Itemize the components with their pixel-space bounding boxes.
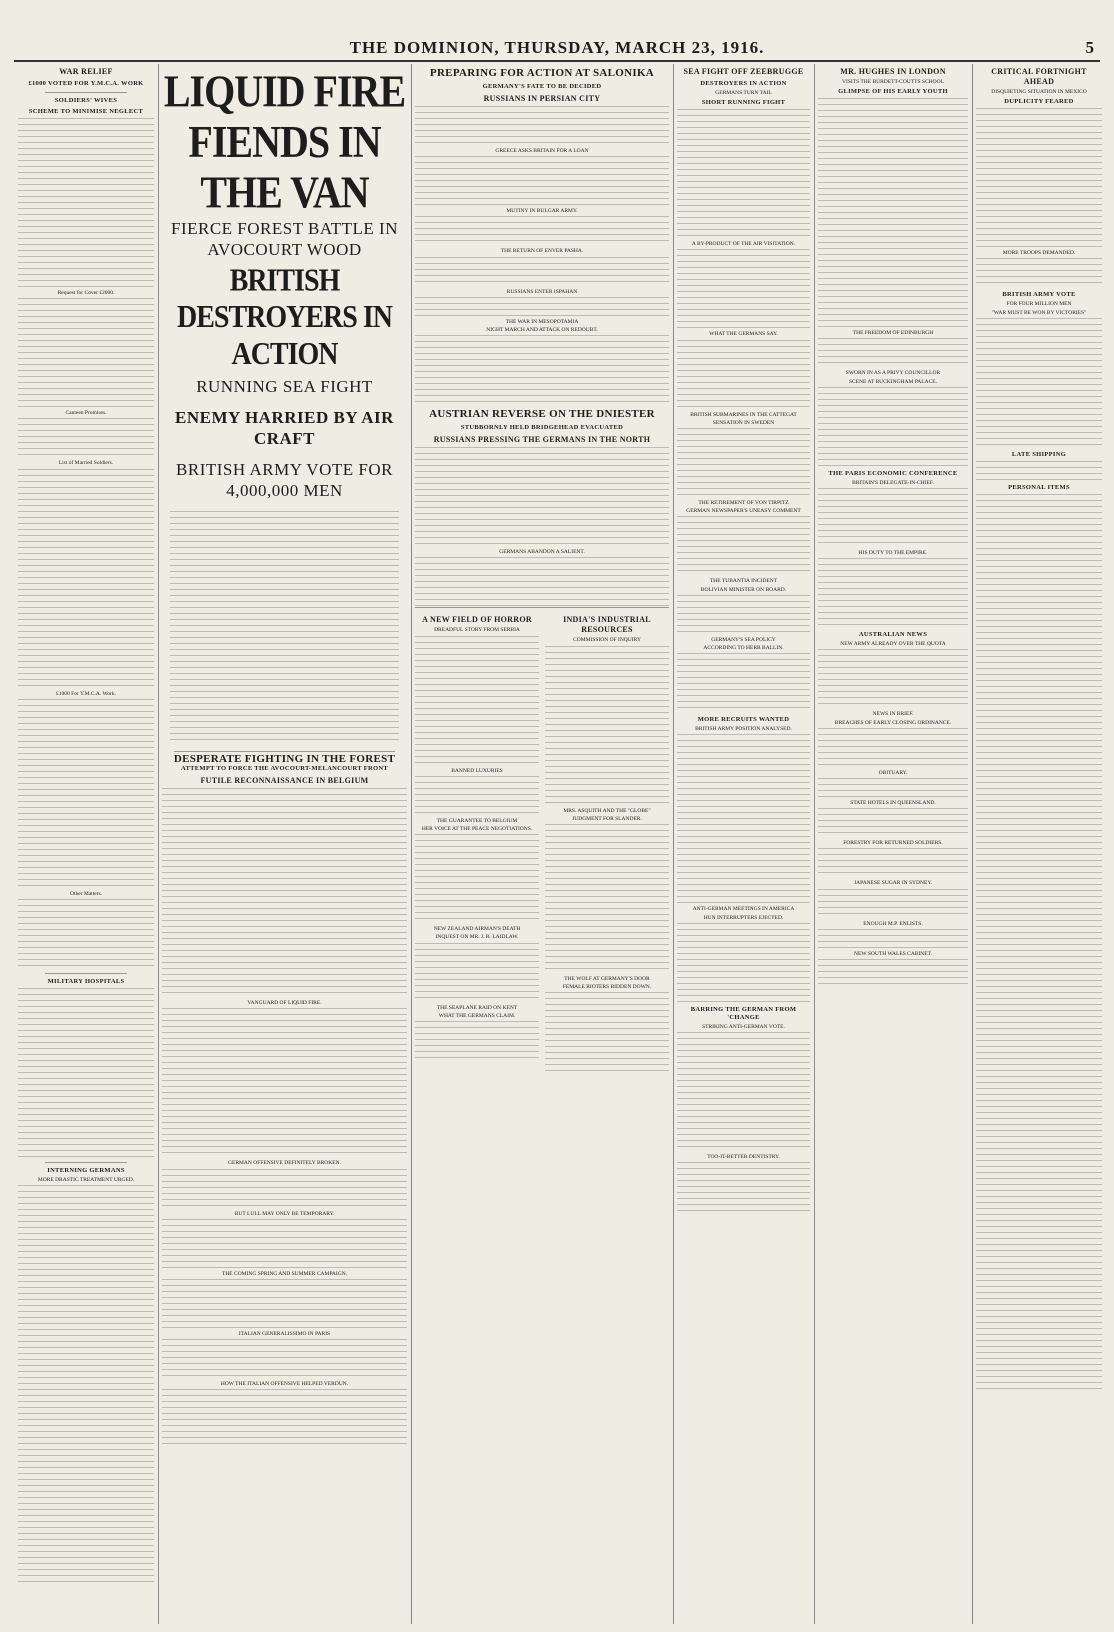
article-text <box>415 776 539 816</box>
article-text <box>818 558 968 628</box>
subheadline: DESTROYERS IN ACTION <box>700 80 787 87</box>
headline: A NEW FIELD OF HORROR <box>422 615 532 625</box>
subheadline: GERMANY'S FATE TO BE DECIDED <box>482 83 602 90</box>
subheadline: SCENE AT BUCKINGHAM PALACE. <box>848 378 937 385</box>
article-text <box>162 1169 407 1209</box>
article-text <box>818 778 968 798</box>
article-text <box>415 297 669 317</box>
column-rule <box>673 64 674 1624</box>
subheadline: STRIKING ANTI-GERMAN VOTE. <box>702 1023 785 1030</box>
subheadline: ACCORDING TO HERR BALLIN. <box>703 645 784 652</box>
subheadline: BRITAIN'S DELEGATE-IN-CHIEF. <box>852 479 934 486</box>
page-number: 5 <box>1085 38 1094 57</box>
section-heading: NEW SOUTH WALES CABINET. <box>854 950 932 957</box>
subheadline: BOLIVIAN MINISTER ON BOARD. <box>700 586 787 593</box>
subheadline: DREADFUL STORY FROM SERBIA <box>434 627 520 634</box>
headline: WAR RELIEF <box>59 67 113 76</box>
section-heading: ITALIAN GENERALISSIMO IN PARIS <box>238 1331 331 1338</box>
article-text <box>162 1008 407 1158</box>
subheadline: INQUEST ON MR. J. R. LAIDLAW. <box>435 934 519 941</box>
column-sea-fight <box>677 64 810 1624</box>
article-text <box>677 595 810 635</box>
article-text <box>18 418 154 458</box>
lead-headline: LIQUID FIRE FIENDS IN THE VAN <box>163 64 406 218</box>
subheadline: HUN INTERRUPTERS EJECTED. <box>703 914 784 921</box>
article-text <box>818 848 968 878</box>
subheadline: GERMANS TURN TAIL <box>715 90 772 96</box>
subheadline: SOLDIERS' WIVES <box>54 97 118 104</box>
column-hughes <box>818 64 968 1624</box>
subheadline: DUPLICITY FEARED <box>1004 98 1074 106</box>
subheadline: WHAT THE GERMANS CLAIM. <box>438 1012 516 1019</box>
subheadline: STUBBORNLY HELD BRIDGEHEAD EVACUATED <box>460 424 624 432</box>
article-text <box>170 511 399 741</box>
headline: DESPERATE FIGHTING IN THE FOREST <box>173 753 396 765</box>
article-text <box>818 808 968 838</box>
headline: BARRING THE GERMAN FROM 'CHANGE <box>690 1005 797 1021</box>
article-text <box>818 488 968 548</box>
article-text <box>162 1279 407 1329</box>
headline: MORE RECRUITS WANTED <box>697 716 790 724</box>
article-text <box>18 118 154 288</box>
article-text <box>976 494 1102 1394</box>
subheadline: RUSSIANS PRESSING THE GERMANS IN THE NORTH <box>433 435 651 445</box>
article-text <box>677 734 810 904</box>
headline: AUSTRALIAN NEWS <box>858 631 928 639</box>
subheadline: RUSSIANS IN PERSIAN CITY <box>483 94 601 103</box>
section-heading: THE GUARANTEE TO BELGIUM <box>436 817 518 824</box>
article-text <box>677 923 810 1003</box>
headline: ENEMY HARRIED BY AIR CRAFT <box>175 408 394 448</box>
headline: RUNNING SEA FIGHT <box>196 377 373 396</box>
subheadline: FUTILE RECONNAISSANCE IN BELGIUM <box>200 776 369 786</box>
section-heading: RUSSIANS ENTER ISPAHAN <box>506 288 578 295</box>
section-heading: THE FREEDOM OF EDINBURGH <box>852 330 934 337</box>
article-text <box>818 649 968 709</box>
headline: PERSONAL ITEMS <box>1008 483 1070 491</box>
subheadline: COMMISSION OF INQUIRY <box>573 637 641 644</box>
article-text <box>818 338 968 368</box>
column-critical-fortnight <box>976 64 1102 1624</box>
article-text <box>976 258 1102 288</box>
article-text <box>976 108 1102 248</box>
headline: BRITISH DESTROYERS IN ACTION <box>177 262 392 373</box>
headline: MILITARY HOSPITALS <box>47 978 125 986</box>
article-text <box>818 889 968 919</box>
column-war-relief <box>18 64 154 1624</box>
article-text <box>162 788 407 998</box>
section-heading: HOW THE ITALIAN OFFENSIVE HELPED VERDUN. <box>220 1381 349 1388</box>
subheadline: GERMAN NEWSPAPER'S UNEASY COMMENT <box>686 508 801 515</box>
article-text <box>162 1219 407 1269</box>
headline: BRITISH ARMY VOTE FOR 4,000,000 MEN <box>176 460 393 500</box>
section-heading: BUT LULL MAY ONLY BE TEMPORARY. <box>234 1210 335 1217</box>
section-heading: STATE HOTELS IN QUEENSLAND. <box>850 800 936 807</box>
subheadline: DISQUIETING SITUATION IN MEXICO <box>991 89 1087 95</box>
headline: FIERCE FOREST BATTLE IN AVOCOURT WOOD <box>170 219 398 259</box>
section-heading: FORESTRY FOR RETURNED SOLDIERS. <box>843 840 943 847</box>
article-text <box>677 428 810 498</box>
article-text <box>18 899 154 969</box>
article-text <box>162 1389 407 1449</box>
section-heading: THE COMING SPRING AND SUMMER CAMPAIGN. <box>221 1270 348 1277</box>
column-salonika <box>415 64 669 1624</box>
sub-column <box>415 612 539 1072</box>
article-text <box>677 653 810 713</box>
article-text <box>415 447 669 547</box>
section-heading: OBITUARY. <box>878 769 908 776</box>
section-heading: THE WAR IN MESOPOTAMIA <box>505 318 579 325</box>
article-text <box>415 1021 539 1061</box>
article-text <box>18 469 154 689</box>
section-heading: ANTI-GERMAN MEETINGS IN AMERICA <box>692 906 795 913</box>
subheadline: ATTEMPT TO FORCE THE AVOCOURT-MELANCOURT FRONT <box>181 765 388 773</box>
subheadline: VISITS THE BURDETT-COUTTS SCHOOL <box>842 79 944 85</box>
article-text <box>677 1162 810 1212</box>
column-rule <box>814 64 815 1624</box>
section-heading: MRS. ASQUITH AND THE "GLOBE" <box>563 807 651 814</box>
article-text <box>545 824 669 974</box>
section-heading: NEWS IN BRIEF. <box>872 711 914 718</box>
subheadline: NEW ARMY ALREADY OVER THE QUOTA <box>840 641 946 648</box>
headline: AUSTRIAN REVERSE ON THE DNIESTER <box>429 408 655 421</box>
article-text <box>818 387 968 467</box>
section-heading: GERMANS ABANDON A SALIENT. <box>499 549 585 556</box>
section-heading: NEW ZEALAND AIRMAN'S DEATH <box>433 926 521 933</box>
newspaper-dateline: THE DOMINION, THURSDAY, MARCH 23, 1916. <box>349 38 765 57</box>
subheadline: JUDGMENT FOR SLANDER. <box>572 815 642 822</box>
section-heading: HIS DUTY TO THE EMPIRE. <box>858 550 928 557</box>
section-heading: JAPANESE SUGAR IN SYDNEY. <box>854 880 932 887</box>
article-text <box>545 646 669 806</box>
article-text <box>818 929 968 949</box>
section-heading: Request for Cover £2000. <box>57 290 115 296</box>
section-heading: BANNED LUXURIES <box>451 767 503 774</box>
headline: SEA FIGHT OFF ZEEBRUGGE <box>683 67 804 76</box>
article-text <box>677 249 810 329</box>
section-heading: GERMAN OFFENSIVE DEFINITELY BROKEN. <box>228 1160 341 1167</box>
section-heading: THE TUBANTIA INCIDENT <box>709 578 778 585</box>
section-heading: Canteen Promises. <box>65 410 107 417</box>
article-text <box>415 257 669 287</box>
section-heading: MORE TROOPS DEMANDED. <box>1002 250 1076 257</box>
article-text <box>415 216 669 246</box>
article-text <box>415 943 539 1003</box>
subheadline: £1000 VOTED FOR Y.M.C.A. WORK <box>28 80 144 87</box>
subheadline: SHORT RUNNING FIGHT <box>701 99 786 107</box>
section-heading: £1000 For Y.M.C.A. Work. <box>56 690 116 697</box>
headline: THE PARIS ECONOMIC CONFERENCE <box>828 469 958 477</box>
article-text <box>677 109 810 239</box>
section-heading: BRITISH SUBMARINES IN THE CATTEGAT <box>690 411 797 418</box>
section-heading: MUTINY IN BULGAR ARMY. <box>506 208 578 215</box>
section-heading: THE WOLF AT GERMANY'S DOOR <box>564 976 650 983</box>
article-text <box>677 516 810 576</box>
article-text <box>818 98 968 328</box>
article-text <box>976 318 1102 448</box>
article-text <box>18 699 154 889</box>
section-heading: Other Matters. <box>69 890 103 897</box>
subheadline: SCHEME TO MINIMISE NEGLECT <box>28 108 144 115</box>
section-heading: WHAT THE GERMANS SAY. <box>709 331 778 338</box>
column-rule <box>972 64 973 1624</box>
subheadline: BREACHES OF EARLY CLOSING ORDINANCE. <box>834 719 952 726</box>
column-liquid-fire <box>162 64 407 1624</box>
section-heading: TOO-IT-BETTER DENTISTRY. <box>707 1154 780 1161</box>
section-heading: THE RETIREMENT OF VON TIRPITZ <box>698 500 789 507</box>
headline: CRITICAL FORTNIGHT AHEAD <box>991 67 1087 86</box>
subheadline: GLIMPSE OF HIS EARLY YOUTH <box>838 88 948 96</box>
section-heading: SWORN IN AS A PRIVY COUNCILLOR <box>845 370 941 377</box>
section-heading: GREECE ASKS BRITAIN FOR A LOAN <box>495 148 589 154</box>
subheadline: HER VOICE AT THE PEACE NEGOTIATIONS. <box>421 826 533 833</box>
article-text <box>415 834 539 924</box>
section-heading: THE RETURN OF ENVER PASHA. <box>500 248 584 255</box>
article-text <box>545 992 669 1072</box>
article-text <box>415 557 669 607</box>
section-heading: GERMANY'S SEA POLICY <box>711 636 776 643</box>
subheadline: SENSATION IN SWEDEN <box>712 419 775 426</box>
headline: INTERNING GERMANS <box>47 1167 125 1175</box>
section-heading: A BY-PRODUCT OF THE AIR VISITATION. <box>691 241 796 248</box>
article-text <box>162 1339 407 1379</box>
headline: MR. HUGHES IN LONDON <box>840 67 946 76</box>
article-text <box>415 106 669 146</box>
article-text <box>976 461 1102 481</box>
section-heading: List of Married Soldiers. <box>58 460 114 467</box>
subheadline: NIGHT MARCH AND ATTACK ON REDOUBT. <box>486 327 598 334</box>
article-text <box>415 156 669 206</box>
subheadline: MORE DRASTIC TREATMENT URGED. <box>37 1177 135 1184</box>
article-text <box>415 335 669 405</box>
sub-column <box>545 612 669 1072</box>
masthead <box>14 38 1100 62</box>
article-text <box>677 1032 810 1152</box>
column-rule <box>158 64 159 1624</box>
article-text <box>18 298 154 408</box>
article-text <box>818 728 968 768</box>
article-text <box>677 340 810 410</box>
section-heading: VANGUARD OF LIQUID FIRE. <box>247 1000 322 1007</box>
article-text <box>18 1185 154 1585</box>
headline: PREPARING FOR ACTION AT SALONIKA <box>429 67 655 79</box>
column-rule <box>411 64 412 1624</box>
subheadline: BRITISH ARMY POSITION ANALYSED. <box>695 726 792 733</box>
article-text <box>18 988 154 1158</box>
section-heading: THE SEAPLANE RAID ON KENT <box>436 1004 518 1011</box>
headline: LATE SHIPPING <box>1011 450 1067 458</box>
headline: INDIA'S INDUSTRIAL RESOURCES <box>563 615 651 635</box>
subheadline: "WAR MUST BE WON BY VICTORIES" <box>991 309 1087 316</box>
headline: BRITISH ARMY VOTE <box>1002 291 1076 299</box>
subheadline: FOR FOUR MILLION MEN <box>1006 301 1072 308</box>
article-text <box>818 959 968 989</box>
section-heading: ENOUGH M.P. ENLISTS. <box>863 920 923 927</box>
subheadline: FEMALE RIOTERS BIDDEN DOWN. <box>562 984 652 991</box>
article-text <box>415 636 539 766</box>
